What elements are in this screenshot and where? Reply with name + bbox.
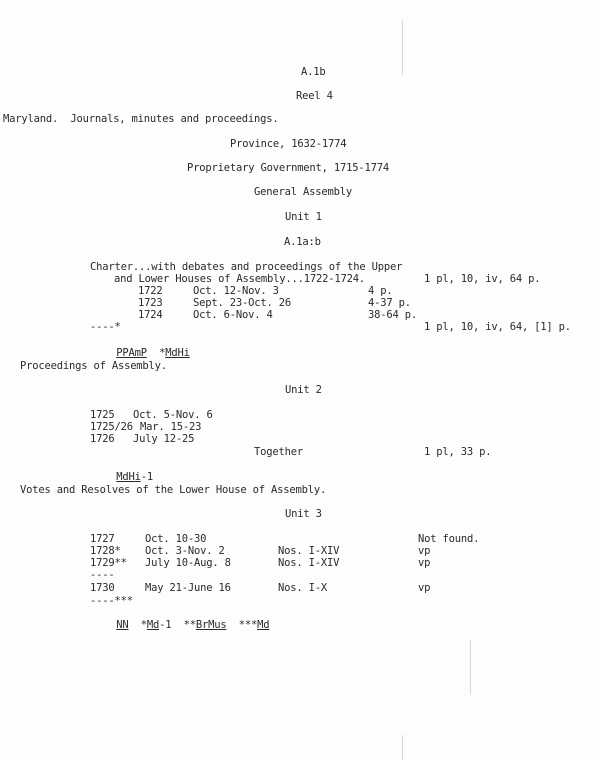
row-year: 1725/26	[90, 421, 133, 433]
location-ppamp: PPAmP	[116, 347, 147, 359]
location-marker: *	[140, 619, 147, 631]
unit-1-label: Unit 1	[285, 211, 322, 223]
row-year: 1723	[138, 297, 163, 309]
location-md: Md	[257, 619, 270, 631]
unit-2-location	[104, 459, 153, 483]
location-brmus: BrMus	[195, 619, 227, 631]
unit-1-locations	[104, 335, 190, 359]
reel-label: Reel 4	[296, 90, 333, 102]
location-mdhi: MdHi	[165, 347, 190, 359]
row-year: 1722	[138, 285, 163, 297]
section-2-title: Proceedings of Assembly.	[20, 360, 167, 372]
location-mdhi: MdHi	[116, 471, 141, 483]
unit-2-pages: 1 pl, 33 p.	[424, 446, 492, 458]
scan-line	[470, 640, 471, 695]
scan-line	[402, 20, 403, 75]
unit-3-locations	[104, 607, 269, 631]
scan-line	[402, 735, 403, 760]
row-year: 1729**	[90, 557, 127, 569]
row-nos: Nos. I-X	[278, 582, 327, 594]
location-suffix: -1	[159, 619, 172, 631]
location-nn: NN	[116, 619, 129, 631]
row-year: 1730	[90, 582, 115, 594]
unit-1-entry-line-1: Charter...with debates and proceedings of the Upper	[90, 261, 403, 273]
row-dates: Sept. 23-Oct. 26	[193, 297, 291, 309]
unit-2-label: Unit 2	[285, 384, 322, 396]
row-dates: Oct. 3-Nov. 2	[145, 545, 225, 557]
province-heading: Province, 1632-1774	[230, 138, 347, 150]
row-dates: Oct. 5-Nov. 6	[133, 409, 213, 421]
row-year: 1726	[90, 433, 115, 445]
row-dates: July 12-25	[133, 433, 195, 445]
row-dates: July 10-Aug. 8	[145, 557, 231, 569]
location-marker: ***	[238, 619, 258, 631]
row-year: 1724	[138, 309, 163, 321]
row-status: vp	[418, 545, 431, 557]
location-suffix: -1	[140, 471, 153, 483]
document-title: Maryland. Journals, minutes and proceedings.	[3, 113, 279, 125]
row-dates: Oct. 6-Nov. 4	[193, 309, 273, 321]
row-year: 1725	[90, 409, 115, 421]
row-status: vp	[418, 582, 431, 594]
unit-1-code: A.1a:b	[284, 236, 321, 248]
section-3-title: Votes and Resolves of the Lower House of Assembly.	[20, 484, 327, 496]
row-nos: Nos. I-XIV	[278, 557, 340, 569]
location-marker: *	[159, 347, 166, 359]
row-nos: Nos. I-XIV	[278, 545, 340, 557]
row-dates: May 21-June 16	[145, 582, 231, 594]
row-pages: 4 p.	[368, 285, 393, 297]
row-dates: Oct. 10-30	[145, 533, 207, 545]
body-heading: General Assembly	[254, 186, 352, 198]
unit-3-label: Unit 3	[285, 508, 322, 520]
row-pages: 38-64 p.	[368, 309, 417, 321]
row-dates: Oct. 12-Nov. 3	[193, 285, 279, 297]
location-md: Md	[146, 619, 160, 631]
row-status: Not found.	[418, 533, 480, 545]
row-year: 1728*	[90, 545, 121, 557]
unit-3-dash-note: ----***	[90, 595, 133, 607]
unit-2-together: Together	[254, 446, 303, 458]
document-code: A.1b	[301, 66, 326, 78]
government-heading: Proprietary Government, 1715-1774	[187, 162, 390, 174]
row-dates: Mar. 15-23	[140, 421, 202, 433]
location-marker: **	[183, 619, 196, 631]
row-pages: 4-37 p.	[368, 297, 411, 309]
table-separator: ----	[90, 569, 115, 581]
unit-1-dash-pages: 1 pl, 10, iv, 64, [1] p.	[424, 321, 571, 333]
row-year: 1727	[90, 533, 115, 545]
row-status: vp	[418, 557, 431, 569]
unit-1-entry-pages: 1 pl, 10, iv, 64 p.	[424, 273, 541, 285]
unit-1-entry-line-2: and Lower Houses of Assembly...1722-1724.	[114, 273, 365, 285]
unit-1-dash-note: ----*	[90, 321, 121, 333]
